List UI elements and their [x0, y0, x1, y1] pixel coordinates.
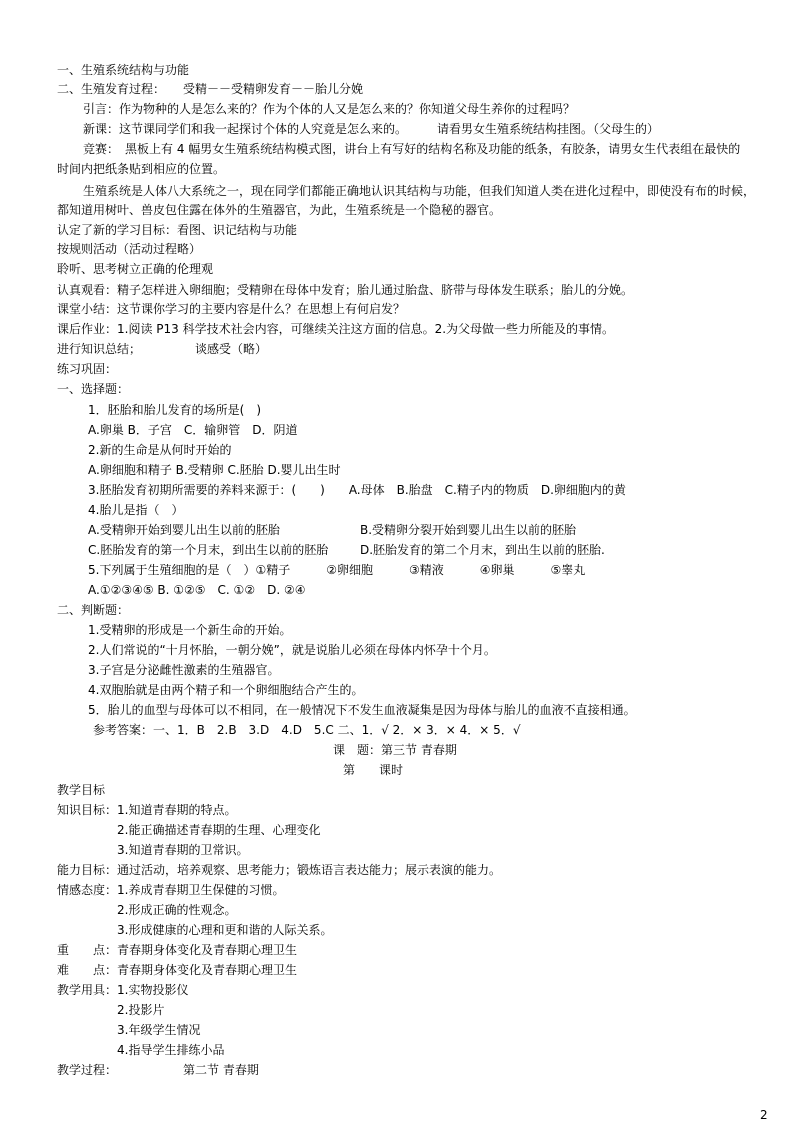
j4: 4.双胞胎就是由两个精子和一个卵细胞结合产生的。 — [88, 683, 364, 697]
process-section-title: 第二节 青春期 — [183, 1063, 259, 1077]
tools-2: 2.投影片 — [117, 1003, 165, 1017]
q1-options: A.卵巢 B．子宫 C．输卵管 D．阴道 — [88, 423, 298, 437]
system-paragraph-1: 生殖系统是人体八大系统之一，现在同学们都能正确地认识其结构与功能，但我们知道人类在进化过程中，即使没有布的时候， — [83, 184, 756, 198]
j5: 5．胎儿的血型与母体可以不相同，在一般情况下不发生血液凝集是因为母体与胎儿的血液不直接相通。 — [88, 703, 636, 717]
q4-option-a: A.受精卵开始到婴儿出生以前的胚胎 — [88, 523, 280, 537]
difficult-point: 难 点：青春期身体变化及青春期心理卫生 — [57, 963, 298, 977]
topic-title: 课 题：第三节 青春期 — [333, 743, 457, 757]
lesson-number: 第 课时 — [343, 763, 404, 777]
homework-line: 课后作业：1.阅读 P13 科学技术社会内容，可继续关注这方面的信息。2.为父母做一些力所能及的事情。 — [57, 322, 615, 336]
j1: 1.受精卵的形成是一个新生命的开始。 — [88, 623, 292, 637]
q2: 2.新的生命是从何时开始的 — [88, 443, 232, 457]
tools-1: 教学用具：1.实物投影仪 — [57, 983, 189, 997]
contest-line-1: 竞赛： 黑板上有 4 幅男女生殖系统结构模式图，讲台上有写好的结构名称及功能的纸条，有胶条，请男女生代表组在最快的 — [83, 142, 741, 156]
emotion-goal-3: 3.形成健康的心理和更和谐的人际关系。 — [117, 923, 333, 937]
answer-key: 参考答案：一、1．B 2.B 3.D 4.D 5.C 二、1．√ 2．× 3．× 4．× 5．√ — [93, 723, 521, 737]
emotion-goal-2: 2.形成正确的性观念。 — [117, 903, 237, 917]
emotion-goal-1: 情感态度：1.养成青春期卫生保健的习惯。 — [57, 883, 285, 897]
q2-options: A.卵细胞和精子 B.受精卵 C.胚胎 D.婴儿出生时 — [88, 463, 341, 477]
q5: 5.下列属于生殖细胞的是（ ）①精子 ②卵细胞 ③精液 ④卵巢 ⑤睾丸 — [88, 563, 586, 577]
system-paragraph-2: 都知道用树叶、兽皮包住露在体外的生殖器官，为此，生殖系统是一个隐秘的器官。 — [57, 203, 502, 217]
q4-option-c: C.胚胎发育的第一个月末，到出生以前的胚胎 — [88, 543, 329, 557]
knowledge-goal-3: 3.知道青春期的卫常识。 — [117, 843, 249, 857]
heading-development: 二、生殖发育过程： 受精－－受精卵发育－－胎儿分娩 — [57, 82, 364, 96]
observe-line: 认真观看：精子怎样进入卵细胞；受精卵在母体中发育；胎儿通过胎盘、脐带与母体发生联系；胎儿的分娩。 — [57, 283, 634, 297]
intro-line: 引言：作为物种的人是怎么来的？作为个体的人又是怎么来的？你知道父母生养你的过程吗？ — [83, 102, 576, 116]
q4: 4.胎儿是指（ ） — [88, 503, 184, 517]
q1: 1．胚胎和胎儿发育的场所是( ) — [88, 403, 261, 417]
summary-line: 课堂小结：这节课你学习的主要内容是什么？在思想上有何启发？ — [57, 302, 406, 316]
newlesson-line: 新课：这节课同学们和我一起探讨个体的人究竟是怎么来的。 请看男女生殖系统结构挂图。（父母生的） — [83, 122, 660, 136]
choice-heading: 一、选择题： — [57, 382, 130, 396]
knowledge-goal-2: 2.能正确描述青春期的生理、心理变化 — [117, 823, 321, 837]
tools-3: 3.年级学生情况 — [117, 1023, 201, 1037]
knowledge-summary-line: 进行知识总结； 谈感受（略） — [57, 342, 268, 356]
process-line: 教学过程： — [57, 1063, 118, 1077]
j2: 2.人们常说的“十月怀胎，一朝分娩”，就是说胎儿必须在母体内怀孕十个月。 — [88, 643, 496, 657]
judge-heading: 二、判断题： — [57, 603, 130, 617]
tools-4: 4.指导学生排练小品 — [117, 1043, 225, 1057]
q4-option-b: B.受精卵分裂开始到婴儿出生以前的胚胎 — [360, 523, 577, 537]
page-number: 2 — [760, 1108, 768, 1122]
key-point: 重 点：青春期身体变化及青春期心理卫生 — [57, 943, 298, 957]
q5-options: A.①②③④⑤ B. ①②⑤ C. ①② D. ②④ — [88, 583, 306, 597]
j3: 3.子宫是分泌雌性激素的生殖器官。 — [88, 663, 280, 677]
activity-line: 按规则活动（活动过程略） — [57, 242, 202, 256]
practice-heading: 练习巩固： — [57, 362, 118, 376]
q3: 3.胚胎发育初期所需要的养料来源于：( ) A.母体 B.胎盘 C.精子内的物质 D.卵细胞内的黄 — [88, 483, 626, 497]
goals-heading: 教学目标 — [57, 783, 106, 797]
ethics-line: 聆听、思考树立正确的伦理观 — [57, 262, 214, 276]
contest-line-2: 时间内把纸条贴到相应的位置。 — [57, 162, 226, 176]
goal-line: 认定了新的学习目标：看图、识记结构与功能 — [57, 223, 298, 237]
knowledge-goal-1: 知识目标：1.知道青春期的特点。 — [57, 803, 237, 817]
heading-structure: 一、生殖系统结构与功能 — [57, 63, 190, 77]
ability-goal: 能力目标：通过活动，培养观察、思考能力；锻炼语言表达能力；展示表演的能力。 — [57, 863, 502, 877]
q4-option-d: D.胚胎发育的第二个月末，到出生以前的胚胎. — [360, 543, 605, 557]
